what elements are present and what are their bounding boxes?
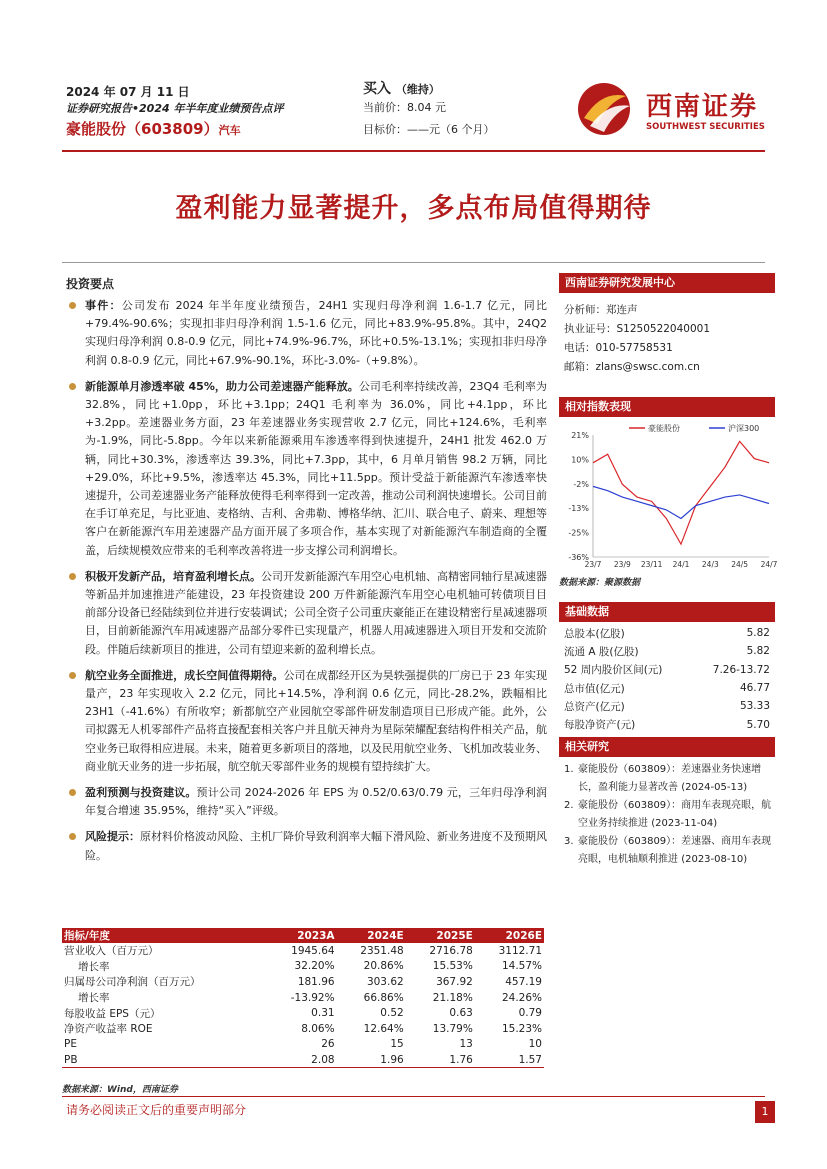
bullet-icon: [69, 302, 76, 309]
y-tick-label: -25%: [568, 528, 589, 538]
table-row: [62, 974, 544, 990]
table-cell: 归属母公司净利润（百万元）: [64, 976, 201, 989]
table-cell: 12.64%: [363, 1022, 404, 1035]
point-head: 风险提示：: [85, 830, 140, 844]
related-research-title: 相关研究: [559, 737, 775, 757]
series-line: [593, 441, 769, 544]
table-source: 数据来源：Wind，西南证券: [62, 1085, 178, 1095]
kv-label: 52 周内股价区间(元): [564, 664, 663, 677]
table-row: [559, 661, 775, 679]
table-cell: 181.96: [297, 975, 335, 988]
table-cell: 367.92: [436, 975, 473, 988]
table-row: [559, 642, 775, 660]
table-cell: 0.31: [311, 1007, 335, 1020]
table-row: [62, 1037, 544, 1053]
analyst-email[interactable]: 邮箱：zlans@swsc.com.cn: [564, 361, 700, 373]
legend-label: 豪能股份: [648, 424, 680, 433]
research-date: (2023-11-04): [651, 818, 718, 829]
table-cell: 净资产收益率 ROE: [64, 1023, 153, 1036]
research-num: 2.: [564, 800, 574, 811]
kv-value: 46.77: [739, 682, 770, 695]
bullet-icon: [69, 573, 76, 580]
table-cell: 增长率: [78, 992, 110, 1005]
point-new-products: [64, 568, 547, 659]
title-divider: [62, 262, 765, 263]
table-row: [559, 697, 775, 715]
table-cell: 1.76: [406, 1052, 475, 1068]
financial-table: [62, 928, 544, 1068]
point-event: [64, 297, 547, 370]
company-name-text: 豪能股份（603809）: [66, 120, 219, 138]
table-cell: 14.57%: [501, 960, 542, 973]
relative-index-chart: [559, 421, 778, 569]
table-cell: 26: [321, 1038, 335, 1051]
table-cell: 1945.64: [291, 944, 335, 957]
table-row: [62, 1021, 544, 1037]
table-cell: 32.20%: [294, 960, 335, 973]
point-head: 航空业务全面推进，成长空间值得期待。: [85, 668, 284, 682]
table-cell: 10: [528, 1038, 542, 1051]
kv-label: 总市值(亿元): [564, 682, 625, 695]
y-tick-label: -36%: [568, 553, 589, 562]
research-num: 3.: [564, 836, 574, 847]
table-cell: 13.79%: [432, 1022, 473, 1035]
x-tick-label: 23/11: [640, 560, 663, 569]
research-item[interactable]: [564, 797, 775, 833]
target-price: 目标价：——元（6 个月）: [363, 123, 495, 136]
table-row: [559, 679, 775, 697]
page-title: 盈利能力显著提升，多点布局值得期待: [175, 193, 652, 224]
x-tick-label: 24/1: [672, 560, 690, 569]
research-center-title: 西南证券研究发展中心: [559, 273, 775, 293]
point-forecast: [64, 784, 547, 820]
kv-value: 5.82: [746, 645, 770, 658]
key-points: [64, 297, 547, 873]
y-tick-label: 10%: [571, 455, 589, 465]
x-tick-label: 24/5: [731, 560, 749, 569]
section-title: 投资要点: [66, 277, 115, 291]
table-cell: 2716.78: [429, 944, 473, 957]
chart-box: [559, 397, 778, 588]
table-cell: 24.26%: [501, 991, 542, 1004]
analyst-license: 执业证号：S1250522040001: [564, 323, 711, 335]
point-head: 盈利预测与投资建议。: [85, 786, 197, 800]
page-number: 1: [755, 1101, 775, 1123]
table-cell: 15.23%: [501, 1022, 542, 1035]
table-header: 2023A: [267, 928, 337, 943]
point-text: 原材料价格波动风险、主机厂降价导致利润率大幅下滑风险、新业务进度不及预期风险。: [85, 830, 547, 862]
x-tick-label: 23/9: [613, 560, 631, 569]
table-cell: 0.63: [449, 1007, 473, 1020]
table-header: 指标/年度: [62, 928, 267, 943]
header-divider: [62, 150, 765, 152]
point-text: 公司毛利率持续改善，23Q4 毛利率为 32.8%，同比+1.0pp，环比+3.1pp；24Q1 毛利率为 36.0%，同比+4.1pp，环比+3.2pp。差速器业务方面，23 年差速器业务实现营收 2.7 亿元，同比+124.6%，毛利率为-1.9%，同比-5.8pp。今年以来新能源乘用车渗透率得到快速提升，24H1 批发 462.0 万辆，同比+30.3%，渗透率达 39.3%，同比+7.3pp，其中，6 月单月销售 98.2 万辆，同比+29.0%，环比+9.5%，渗透率达 45.3%，同比+11.5pp。预计受益于新能源汽车渗透率快速提升，公司差速器业务产能释放使得毛利率得到一定改善，推动公司利润快速增长。公司目前在手订单充足，与比亚迪、麦格纳、吉利、舍弗勒、博格华纳、汇川、联合电子、蔚来、理想等客户在新能源汽车用差速器产品方面开展了多项合作，基本实现了对新能源汽车制造商的全覆盖，后续规模效应带来的毛利率改善将进一步支撑公司利润增长。: [85, 379, 547, 557]
y-tick-label: 21%: [571, 431, 589, 440]
bullet-icon: [69, 672, 76, 679]
analyst-phone: 电话：010-57758531: [564, 342, 673, 354]
table-row: [62, 1005, 544, 1021]
table-cell: 8.06%: [301, 1022, 335, 1035]
research-center-box: [559, 273, 775, 377]
table-cell: PB: [62, 1052, 267, 1068]
table-row: [559, 624, 775, 642]
point-risk: [64, 828, 547, 864]
table-cell: 457.19: [505, 975, 542, 988]
point-head: 积极开发新产品，培育盈利增长点。: [85, 569, 261, 583]
table-cell: 2.08: [267, 1052, 337, 1068]
x-tick-label: 23/7: [584, 560, 602, 569]
rating-value: 买入: [363, 81, 391, 97]
table-cell: 1.96: [337, 1052, 406, 1068]
research-item[interactable]: [564, 761, 775, 797]
table-cell: 3112.71: [498, 944, 542, 957]
rating: [363, 78, 440, 98]
research-text: 豪能股份（603809）：差速器业务快速增长，盈利能力显著改善: [578, 764, 762, 793]
table-row: [559, 715, 775, 733]
bullet-icon: [69, 789, 76, 796]
research-text: 豪能股份（603809）：差速器、商用车表现亮眼，电机轴顺利推进: [578, 836, 772, 865]
table-row: [62, 990, 544, 1006]
x-tick-label: 24/3: [701, 560, 719, 569]
table-header: 2025E: [406, 928, 475, 943]
kv-label: 每股净资产(元): [564, 719, 636, 732]
table-cell: 21.18%: [432, 991, 473, 1004]
company-logo: [574, 80, 774, 138]
point-penetration: [64, 378, 547, 560]
research-item[interactable]: [564, 833, 775, 869]
x-tick-label: 24/7: [760, 560, 778, 569]
kv-value: 5.70: [746, 718, 770, 731]
footer-notice: 请务必阅读正文后的重要声明部分: [66, 1103, 247, 1117]
table-header: 2024E: [337, 928, 406, 943]
industry-label: 汽车: [218, 124, 241, 137]
company-name: [66, 118, 241, 139]
chart-source: 数据来源：聚源数据: [559, 578, 641, 588]
table-header-row: [62, 928, 544, 943]
table-cell: 增长率: [78, 960, 110, 973]
table-cell: 15.53%: [432, 960, 473, 973]
table-cell: -13.92%: [290, 991, 335, 1004]
research-date: (2024-05-13): [681, 782, 748, 793]
table-row: [62, 1052, 544, 1068]
research-date: (2023-08-10): [681, 854, 748, 865]
report-date: 2024 年 07 月 11 日: [66, 85, 190, 99]
table-cell: 1.57: [475, 1052, 544, 1068]
legend-label: 沪深300: [728, 424, 760, 433]
table-cell: 每股收益 EPS（元）: [64, 1007, 161, 1020]
point-text: 公司发布 2024 年半年度业绩预告，24H1 实现归母净利润 1.6-1.7 亿元，同比+79.4%-90.6%；实现扣非归母净利润 1.5-1.6 亿元，同比+83.9%-95.8%。其中，24Q2 实现归母净利润 0.8-0.9 亿元，同比+74.9%-96.7%，环比+0.5%-13.1%；实现扣非归母净利润 0.8-0.9 亿元，同比+67.9%-90.1%，环比-3.0%-（+9.8%）。: [85, 299, 547, 367]
bullet-icon: [69, 383, 76, 390]
point-head: 事件：: [85, 299, 122, 312]
kv-label: 流通 A 股(亿股): [564, 645, 639, 658]
related-research-box: [559, 737, 775, 869]
point-text: 公司开发新能源汽车用空心电机轴、高精密同轴行星减速器等新品并加速推进产能建设，23 年投资建设 200 万件新能源汽车用空心电机轴可转债项目目前部分设备已经陆续到位并进行安装调试；公司全资子公司重庆豪能正在建设精密行星减速器项目，目前新能源汽车用减速器产品部分零件已实现量产，机器人用减速器进入项目开发和交流阶段。伴随后续新项目的推进，公司有望迎来新的盈利增长点。: [85, 569, 547, 656]
kv-value: 7.26-13.72: [712, 663, 770, 676]
chart-title: 相对指数表现: [559, 397, 775, 417]
table-cell: PE: [64, 1038, 77, 1051]
bullet-icon: [69, 833, 76, 840]
table-cell: 2351.48: [360, 944, 404, 957]
kv-label: 总股本(亿股): [564, 627, 625, 640]
rating-note: （维持）: [395, 83, 440, 96]
series-line: [593, 486, 769, 518]
table-cell: 13: [459, 1038, 473, 1051]
table-cell: 303.62: [366, 975, 404, 988]
kv-label: 总资产(亿元): [564, 700, 625, 713]
table-cell: 0.79: [518, 1007, 542, 1020]
analyst-info: [559, 301, 775, 377]
kv-value: 53.33: [739, 700, 770, 713]
table-cell: 15: [390, 1038, 404, 1051]
point-text: 预计公司 2024-2026 年 EPS 为 0.52/0.63/0.79 元，三年归母净利润年复合增速 35.95%，维持“买入”评级。: [85, 786, 548, 818]
point-head: 新能源单月渗透率破 45%，助力公司差速器产能释放。: [85, 379, 359, 393]
report-type: 证券研究报告•2024 年半年度业绩预告点评: [66, 102, 284, 115]
basic-data-title: 基础数据: [559, 602, 775, 622]
analyst-name: 分析师：郑连声: [564, 304, 638, 316]
logo-text-en: SOUTHWEST SECURITIES: [646, 122, 765, 132]
current-price: 当前价：8.04 元: [363, 101, 446, 114]
table-header: 2026E: [475, 928, 544, 943]
table-row: [62, 959, 544, 975]
point-aviation: [64, 667, 547, 776]
y-tick-label: -2%: [573, 479, 589, 489]
related-research-list: [559, 761, 775, 869]
table-row: [62, 943, 544, 959]
table-cell: 营业收入（百万元）: [64, 945, 159, 958]
research-text: 豪能股份（603809）：商用车表现亮眼，航空业务持续推进: [578, 800, 772, 829]
kv-value: 5.82: [746, 627, 770, 640]
research-num: 1.: [564, 764, 574, 775]
logo-text-cn: 西南证券: [646, 92, 759, 122]
table-cell: 66.86%: [363, 991, 404, 1004]
table-cell: 20.86%: [363, 960, 404, 973]
table-cell: 0.52: [380, 1007, 404, 1020]
logo-mark-icon: [574, 80, 636, 138]
basic-data-box: [559, 602, 775, 734]
basic-data-table: [559, 624, 775, 734]
y-tick-label: -13%: [568, 504, 589, 514]
footer-divider: [62, 1096, 765, 1097]
point-text: 公司在成都经开区为昊轶强提供的厂房已于 23 年实现量产，23 年实现收入 2.2 亿元，同比+14.5%，净利润 0.6 亿元，同比-28.2%，跌幅相比 23H1（-41.6%）有所收窄；新都航空产业园航空零部件研发制造项目已形成产能。此外，公司拟露无人机零部件产品将直接配套相关客户并且航天神舟为星际荣耀配套结构件相关产品，航空业务已取得相应进展。未来，随着更多新项目的落地，以及民用航空业务、飞机加改装业务、商业航天业务的进一步拓展，航空航天零部件业务的规模有望持续扩大。: [85, 668, 548, 773]
